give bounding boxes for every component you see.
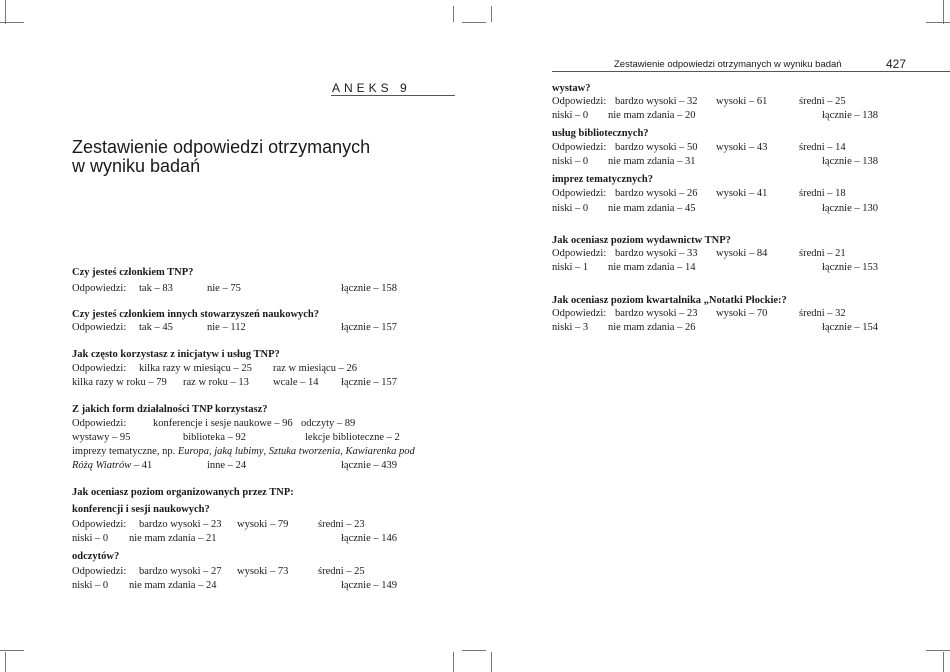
- crop-mark: [926, 650, 950, 651]
- answers-prefix: Odpowiedzi:: [72, 519, 127, 530]
- answer: biblioteka – 92: [183, 432, 246, 443]
- answer: nie – 112: [207, 322, 246, 333]
- event-title: Różą Wiatrów: [72, 460, 132, 471]
- answer: kilka razy w roku – 79: [72, 377, 167, 388]
- answers-prefix: Odpowiedzi:: [552, 96, 607, 107]
- answer: wcale – 14: [273, 377, 319, 388]
- answer: nie mam zdania – 24: [129, 580, 217, 591]
- answer: raz w miesiącu – 26: [273, 363, 357, 374]
- answer-total: łącznie – 157: [341, 322, 397, 333]
- answer: niski – 0: [552, 110, 589, 121]
- answer: nie mam zdania – 45: [608, 203, 696, 214]
- answer-total: łącznie – 138: [822, 156, 878, 167]
- question-2: Czy jesteś członkiem innych stowarzyszeń naukowych?: [72, 309, 320, 320]
- answers-prefix: Odpowiedzi:: [72, 566, 127, 577]
- subquestion: imprez tematycznych?: [552, 174, 653, 185]
- answer: odczyty – 89: [301, 418, 356, 429]
- answer: raz w roku – 13: [183, 377, 249, 388]
- answer-total: łącznie – 157: [341, 377, 397, 388]
- question-4: Z jakich form działalności TNP korzystasz?: [72, 404, 268, 415]
- answer: bardzo wysoki – 32: [615, 96, 698, 107]
- answer: wysoki – 73: [237, 566, 289, 577]
- separator: ,: [340, 446, 346, 457]
- answers-prefix: Odpowiedzi:: [552, 248, 607, 259]
- answer: wysoki – 70: [716, 308, 768, 319]
- running-head: Zestawienie odpowiedzi otrzymanych w wyniku badań: [614, 59, 842, 70]
- subquestion: odczytów?: [72, 551, 120, 562]
- answer-events-cont: [72, 460, 152, 471]
- question-5: Jak oceniasz poziom organizowanych przez TNP:: [72, 487, 294, 498]
- answers-prefix: Odpowiedzi:: [552, 188, 607, 199]
- crop-mark: [5, 652, 6, 672]
- answers-prefix: Odpowiedzi:: [72, 418, 127, 429]
- subquestion: usług bibliotecznych?: [552, 128, 649, 139]
- answer: niski – 0: [552, 203, 589, 214]
- answer: wysoki – 61: [716, 96, 768, 107]
- answer: wysoki – 41: [716, 188, 768, 199]
- answer: niski – 0: [72, 580, 109, 591]
- event-title: Kawiarenka pod: [345, 446, 415, 457]
- answer: niski – 3: [552, 322, 589, 333]
- answer: wysoki – 84: [716, 248, 768, 259]
- answer: nie mam zdania – 31: [608, 156, 696, 167]
- question-1: Czy jesteś członkiem TNP?: [72, 267, 194, 278]
- answer: niski – 1: [552, 262, 589, 273]
- crop-mark: [453, 652, 454, 672]
- crop-mark: [491, 6, 492, 22]
- answer: bardzo wysoki – 33: [615, 248, 698, 259]
- chapter-title-line1: Zestawienie odpowiedzi otrzymanych: [72, 137, 371, 157]
- answer: średni – 25: [318, 566, 365, 577]
- answer-total: łącznie – 146: [341, 533, 397, 544]
- question-3: Jak często korzystasz z inicjatyw i usług TNP?: [72, 349, 280, 360]
- annex-rule: [331, 95, 455, 96]
- answer-events: [72, 446, 415, 457]
- annex-label: ANEKS 9: [332, 81, 411, 95]
- answer: nie mam zdania – 21: [129, 533, 217, 544]
- chapter-title-line2: w wyniku badań: [72, 156, 201, 176]
- crop-mark: [926, 22, 950, 23]
- subquestion: wystaw?: [552, 83, 591, 94]
- question-6: Jak oceniasz poziom wydawnictw TNP?: [552, 235, 731, 246]
- crop-mark: [462, 650, 486, 651]
- question-7: Jak oceniasz poziom kwartalnika „Notatki Płockie:?: [552, 295, 787, 306]
- answer: bardzo wysoki – 50: [615, 142, 698, 153]
- answer: nie mam zdania – 14: [608, 262, 696, 273]
- answer-total: łącznie – 439: [341, 460, 397, 471]
- event-title: Sztuka tworzenia: [268, 446, 341, 457]
- crop-mark: [0, 650, 24, 651]
- answer: bardzo wysoki – 23: [615, 308, 698, 319]
- answer: średni – 14: [799, 142, 846, 153]
- answer: tak – 45: [139, 322, 173, 333]
- event-title: Europa, jaką lubimy: [177, 446, 264, 457]
- crop-mark: [943, 0, 944, 24]
- answer-total: łącznie – 158: [341, 283, 397, 294]
- answer-total: łącznie – 149: [341, 580, 397, 591]
- answer-total: łącznie – 130: [822, 203, 878, 214]
- answer: średni – 23: [318, 519, 365, 530]
- separator: ,: [263, 446, 269, 457]
- crop-mark: [5, 0, 6, 24]
- answer: średni – 18: [799, 188, 846, 199]
- crop-mark: [0, 22, 24, 23]
- answer: niski – 0: [552, 156, 589, 167]
- answers-prefix: Odpowiedzi:: [72, 283, 127, 294]
- answer: kilka razy w miesiącu – 25: [139, 363, 252, 374]
- answer: nie mam zdania – 26: [608, 322, 696, 333]
- answer: bardzo wysoki – 23: [139, 519, 222, 530]
- answer: średni – 21: [799, 248, 846, 259]
- answer: wystawy – 95: [72, 432, 131, 443]
- answer: inne – 24: [207, 460, 247, 471]
- answer-total: łącznie – 138: [822, 110, 878, 121]
- answer: konferencje i sesje naukowe – 96: [153, 418, 293, 429]
- answer-total: łącznie – 154: [822, 322, 878, 333]
- crop-mark: [453, 6, 454, 22]
- answer: tak – 83: [139, 283, 173, 294]
- answer-events-text: imprezy tematyczne, np.: [72, 446, 178, 457]
- subquestion: konferencji i sesji naukowych?: [72, 504, 210, 515]
- answer: wysoki – 79: [237, 519, 289, 530]
- answer: wysoki – 43: [716, 142, 768, 153]
- page-number: 427: [886, 57, 907, 71]
- answer: nie – 75: [207, 283, 241, 294]
- answer: lekcje biblioteczne – 2: [305, 432, 400, 443]
- answer: bardzo wysoki – 27: [139, 566, 222, 577]
- answers-prefix: Odpowiedzi:: [72, 322, 127, 333]
- answer: bardzo wysoki – 26: [615, 188, 698, 199]
- answer-total: łącznie – 153: [822, 262, 878, 273]
- answer: nie mam zdania – 20: [608, 110, 696, 121]
- answer: średni – 25: [799, 96, 846, 107]
- answers-prefix: Odpowiedzi:: [552, 142, 607, 153]
- crop-mark: [943, 652, 944, 672]
- answer: niski – 0: [72, 533, 109, 544]
- crop-mark: [462, 22, 486, 23]
- answers-prefix: Odpowiedzi:: [552, 308, 607, 319]
- header-rule: [552, 71, 950, 72]
- answer: średni – 32: [799, 308, 846, 319]
- answer-count: – 41: [131, 460, 153, 471]
- answers-prefix: Odpowiedzi:: [72, 363, 127, 374]
- crop-mark: [491, 652, 492, 672]
